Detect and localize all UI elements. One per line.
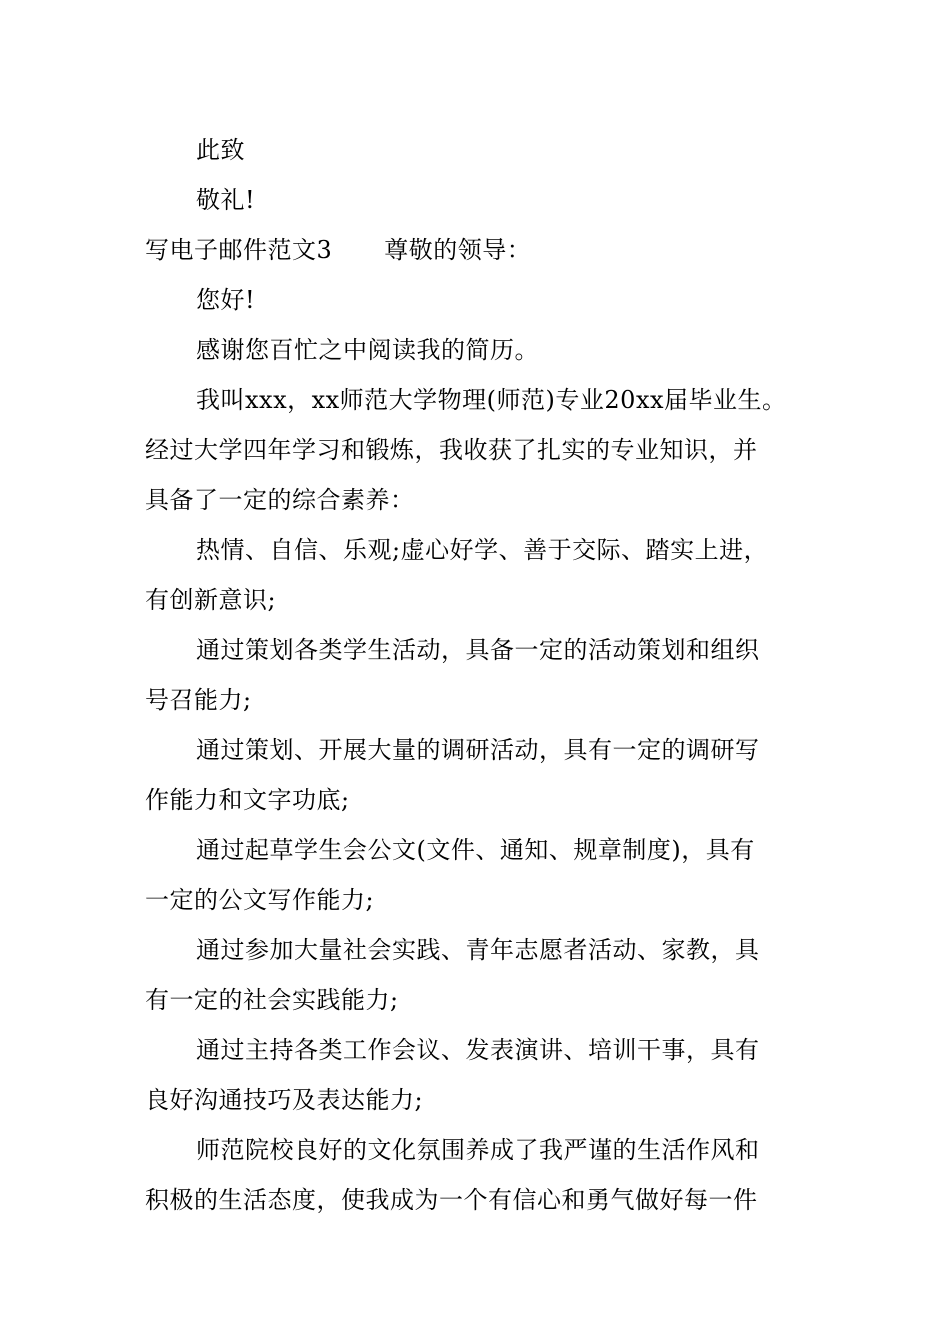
paragraph-line: 具备了一定的综合素养： (145, 486, 415, 514)
paragraph-line: 通过起草学生会公文(文件、通知、规章制度)，具有 (196, 836, 755, 864)
paragraph-line: 有一定的社会实践能力; (145, 986, 399, 1014)
paragraph-line: 我叫xxx，xx师范大学物理(师范)专业20xx届毕业生。 (196, 386, 787, 414)
greeting: 您好! (196, 286, 256, 314)
paragraph-line: 感谢您百忙之中阅读我的简历。 (196, 336, 539, 364)
paragraph-line: 作能力和文字功底; (145, 786, 350, 814)
paragraph-line: 通过主持各类工作会议、发表演讲、培训干事，具有 (196, 1036, 760, 1064)
paragraph-line: 通过策划各类学生活动，具备一定的活动策划和组织 (196, 636, 760, 664)
paragraph-line: 通过参加大量社会实践、青年志愿者活动、家教，具 (196, 936, 760, 964)
heading-line (145, 234, 531, 266)
paragraph-line: 师范院校良好的文化氛围养成了我严谨的生活作风和 (196, 1136, 760, 1164)
salutation: 尊敬的领导： (384, 236, 532, 264)
paragraph-line: 热情、自信、乐观;虚心好学、善于交际、踏实上进， (196, 536, 769, 564)
closing-line-1: 此致 (196, 136, 245, 164)
paragraph-line: 一定的公文写作能力; (145, 886, 375, 914)
paragraph-line: 有创新意识; (145, 586, 277, 614)
document-title: 写电子邮件范文3 (145, 236, 333, 264)
closing-line-2: 敬礼! (196, 186, 256, 214)
paragraph-line: 号召能力; (145, 686, 252, 714)
paragraph-line: 良好沟通技巧及表达能力; (145, 1086, 424, 1114)
paragraph-line: 经过大学四年学习和锻炼，我收获了扎实的专业知识，并 (145, 436, 758, 464)
paragraph-line: 积极的生活态度，使我成为一个有信心和勇气做好每一件 (145, 1186, 758, 1214)
paragraph-line: 通过策划、开展大量的调研活动，具有一定的调研写 (196, 736, 760, 764)
